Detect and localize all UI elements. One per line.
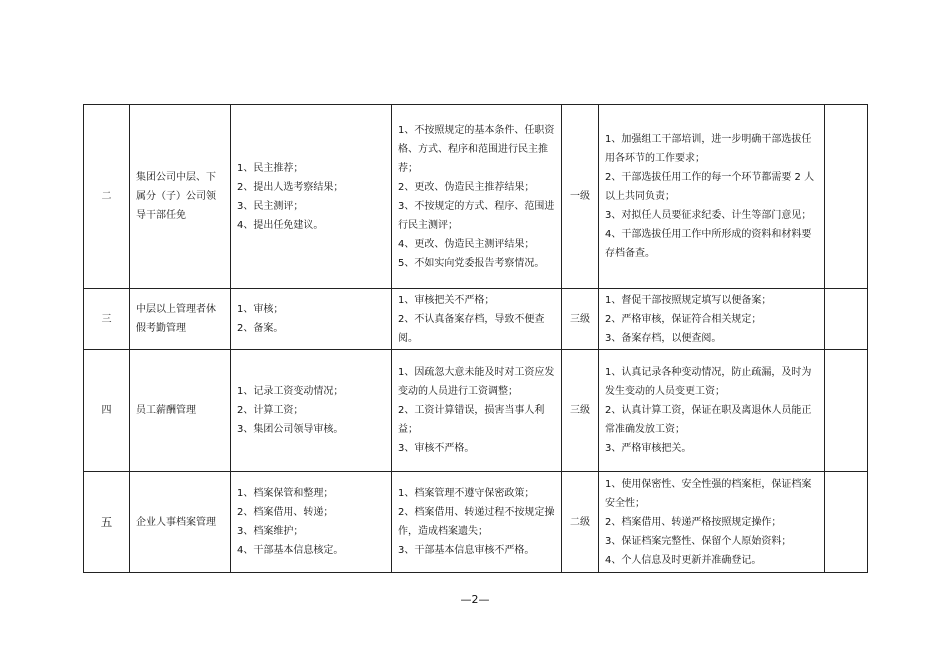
measure-line: 3、保证档案完整性、保留个人原始资料； bbox=[605, 535, 792, 547]
risk-line: 4、更改、伪造民主测评结果； bbox=[398, 238, 535, 250]
content-line: 1、档案保管和整理； bbox=[237, 488, 334, 499]
row-item: 集团公司中层、下属分（子）公司领导干部任免 bbox=[130, 105, 231, 289]
content-line: 2、档案借用、转递； bbox=[237, 507, 334, 518]
row-content bbox=[231, 472, 392, 573]
measure-line: 4、干部选拔任用工作中所形成的资料和材料要存档备查。 bbox=[605, 229, 812, 259]
risk-level: 二级 bbox=[562, 472, 599, 573]
row-measures bbox=[599, 289, 825, 350]
row-blank-cell bbox=[825, 472, 868, 573]
row-content bbox=[231, 350, 392, 472]
content-line: 3、集团公司领导审核。 bbox=[237, 424, 344, 435]
row-content bbox=[231, 105, 392, 289]
row-content bbox=[231, 289, 392, 350]
risk-line: 2、档案借用、转递过程不按规定操作，造成档案遗失； bbox=[398, 507, 555, 537]
risk-line: 3、干部基本信息审核不严格。 bbox=[398, 545, 535, 556]
content-line: 4、干部基本信息核定。 bbox=[237, 545, 344, 556]
row-number: 三 bbox=[84, 289, 130, 350]
risk-line: 3、不按规定的方式、程序、范围进行民主测评； bbox=[398, 200, 555, 231]
measure-line: 3、严格审核把关。 bbox=[605, 443, 692, 454]
row-item: 员工薪酬管理 bbox=[130, 350, 231, 472]
content-line: 3、民主测评； bbox=[237, 200, 304, 212]
content-line: 3、档案维护； bbox=[237, 526, 304, 537]
measure-line: 3、备案存档，以便查阅。 bbox=[605, 332, 722, 344]
page-number: —2— bbox=[460, 593, 490, 606]
table-row bbox=[84, 350, 868, 472]
row-item: 中层以上管理者休假考勤管理 bbox=[130, 289, 231, 350]
row-number: 二 bbox=[84, 105, 130, 289]
measure-line: 2、档案借用、转递严格按照规定操作； bbox=[605, 516, 782, 528]
risk-line: 2、更改、伪造民主推荐结果； bbox=[398, 181, 535, 193]
content-line: 2、计算工资； bbox=[237, 405, 304, 416]
risk-line: 1、因疏忽大意未能及时对工资应发变动的人员进行工资调整； bbox=[398, 367, 555, 397]
risk-line: 1、审核把关不严格； bbox=[398, 294, 495, 306]
row-number: 五 bbox=[84, 472, 130, 573]
table-row bbox=[84, 105, 868, 289]
risk-line: 3、审核不严格。 bbox=[398, 443, 475, 454]
row-blank-cell bbox=[825, 350, 868, 472]
measure-line: 2、认真计算工资，保证在职及离退休人员能正常准确发放工资； bbox=[605, 405, 812, 435]
content-line: 2、备案。 bbox=[237, 323, 284, 334]
measure-line: 1、加强组工干部培训，进一步明确干部选拔任用各环节的工作要求； bbox=[605, 134, 812, 164]
row-measures bbox=[599, 105, 825, 289]
content-line: 4、提出任免建议。 bbox=[237, 219, 324, 231]
risk-line: 1、档案管理不遵守保密政策； bbox=[398, 488, 535, 499]
row-measures bbox=[599, 350, 825, 472]
row-risks bbox=[392, 105, 562, 289]
risk-line: 5、不如实向党委报告考察情况。 bbox=[398, 257, 545, 269]
table-row bbox=[84, 472, 868, 573]
risk-level: 一级 bbox=[562, 105, 599, 289]
content-line: 2、提出人选考察结果； bbox=[237, 181, 344, 193]
row-number: 四 bbox=[84, 350, 130, 472]
row-risks bbox=[392, 472, 562, 573]
risk-line: 1、不按照规定的基本条件、任职资格、方式、程序和范围进行民主推荐； bbox=[398, 124, 555, 174]
row-blank-cell bbox=[825, 105, 868, 289]
measure-line: 2、严格审核，保证符合相关规定； bbox=[605, 313, 762, 325]
measure-line: 2、干部选拔任用工作的每一个环节都需要 2 人以上共同负责； bbox=[605, 172, 815, 202]
measure-line: 3、对拟任人员要征求纪委、计生等部门意见； bbox=[605, 210, 812, 221]
row-risks bbox=[392, 289, 562, 350]
risk-level: 三级 bbox=[562, 289, 599, 350]
measure-line: 1、督促干部按照规定填写以便备案； bbox=[605, 294, 772, 306]
content-line: 1、审核； bbox=[237, 304, 284, 315]
risk-line: 2、不认真备案存档，导致不便查阅。 bbox=[398, 313, 545, 344]
row-measures bbox=[599, 472, 825, 573]
row-risks bbox=[392, 350, 562, 472]
table-row bbox=[84, 289, 868, 350]
content-line: 1、记录工资变动情况； bbox=[237, 386, 344, 397]
measure-line: 1、认真记录各种变动情况，防止疏漏，及时为发生变动的人员变更工资； bbox=[605, 367, 812, 397]
content-line: 1、民主推荐； bbox=[237, 162, 304, 174]
measure-line: 4、个人信息及时更新并准确登记。 bbox=[605, 554, 762, 566]
risk-level: 三级 bbox=[562, 350, 599, 472]
row-blank-cell bbox=[825, 289, 868, 350]
row-item: 企业人事档案管理 bbox=[130, 472, 231, 573]
risk-line: 2、工资计算错误，损害当事人利益； bbox=[398, 405, 545, 435]
measure-line: 1、使用保密性、安全性强的档案柜，保证档案安全性； bbox=[605, 478, 812, 509]
risk-table bbox=[83, 104, 868, 573]
